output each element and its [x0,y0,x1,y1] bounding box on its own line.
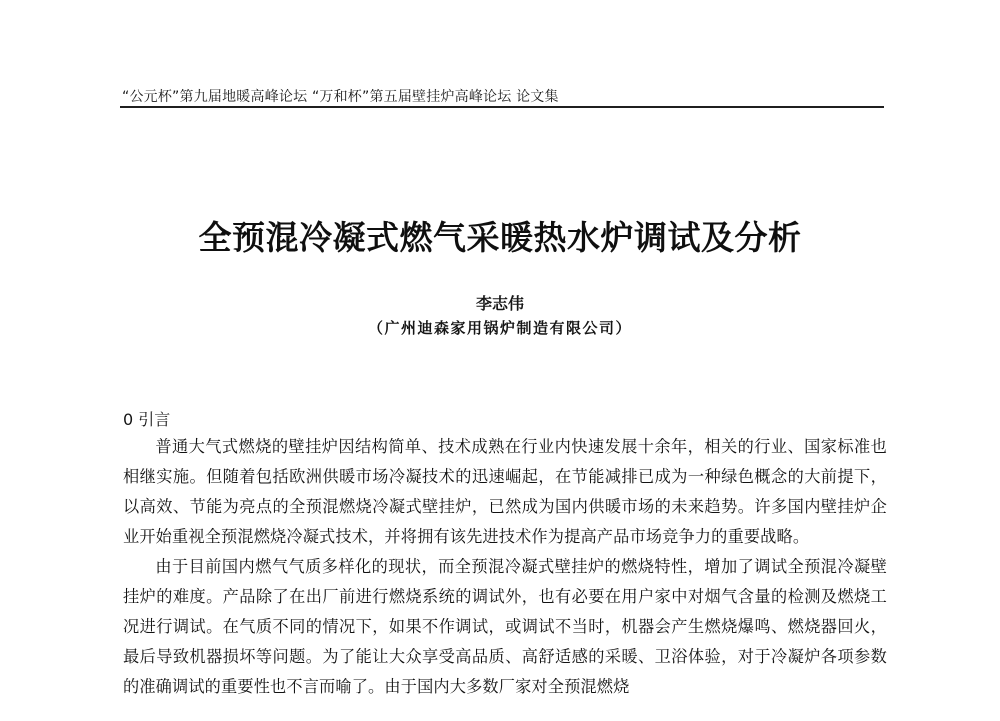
section-heading: 0 引言 [123,410,171,429]
header-rule [120,106,884,108]
body-text [123,432,887,702]
paper-title: 全预混冷凝式燃气采暖热水炉调试及分析 [198,218,802,258]
author-name: 李志伟 [475,294,524,313]
author-affiliation: （广州迪森家用锅炉制造有限公司） [367,319,632,337]
running-header: “公元杯”第九届地暖高峰论坛 “万和杯”第五届壁挂炉高峰论坛 论文集 [122,89,559,105]
paragraph: 普通大气式燃烧的壁挂炉因结构简单、技术成熟在行业内快速发展十余年，相关的行业、国家标准也相继实施。但随着包括欧洲供暖市场冷凝技术的迅速崛起，在节能减排已成为一种绿色概念的大前提下，以高效、节能为亮点的全预混燃烧冷凝式壁挂炉，已然成为国内供暖市场的未来趋势。许多国内壁挂炉企业开始重视全预混燃烧冷凝式技术，并将拥有该先进技术作为提高产品市场竞争力的重要战略。 [123,437,887,546]
paragraph: 由于目前国内燃气气质多样化的现状，而全预混冷凝式壁挂炉的燃烧特性，增加了调试全预混冷凝壁挂炉的难度。产品除了在出厂前进行燃烧系统的调试外，也有必要在用户家中对烟气含量的检测及燃烧工况进行调试。在气质不同的情况下，如果不作调试，或调试不当时，机器会产生燃烧爆鸣、燃烧器回火，最后导致机器损坏等问题。为了能让大众享受高品质、高舒适感的采暖、卫浴体验，对于冷凝炉各项参数的准确调试的重要性也不言而喻了。由于国内大多数厂家对全预混燃烧 [123,557,887,696]
